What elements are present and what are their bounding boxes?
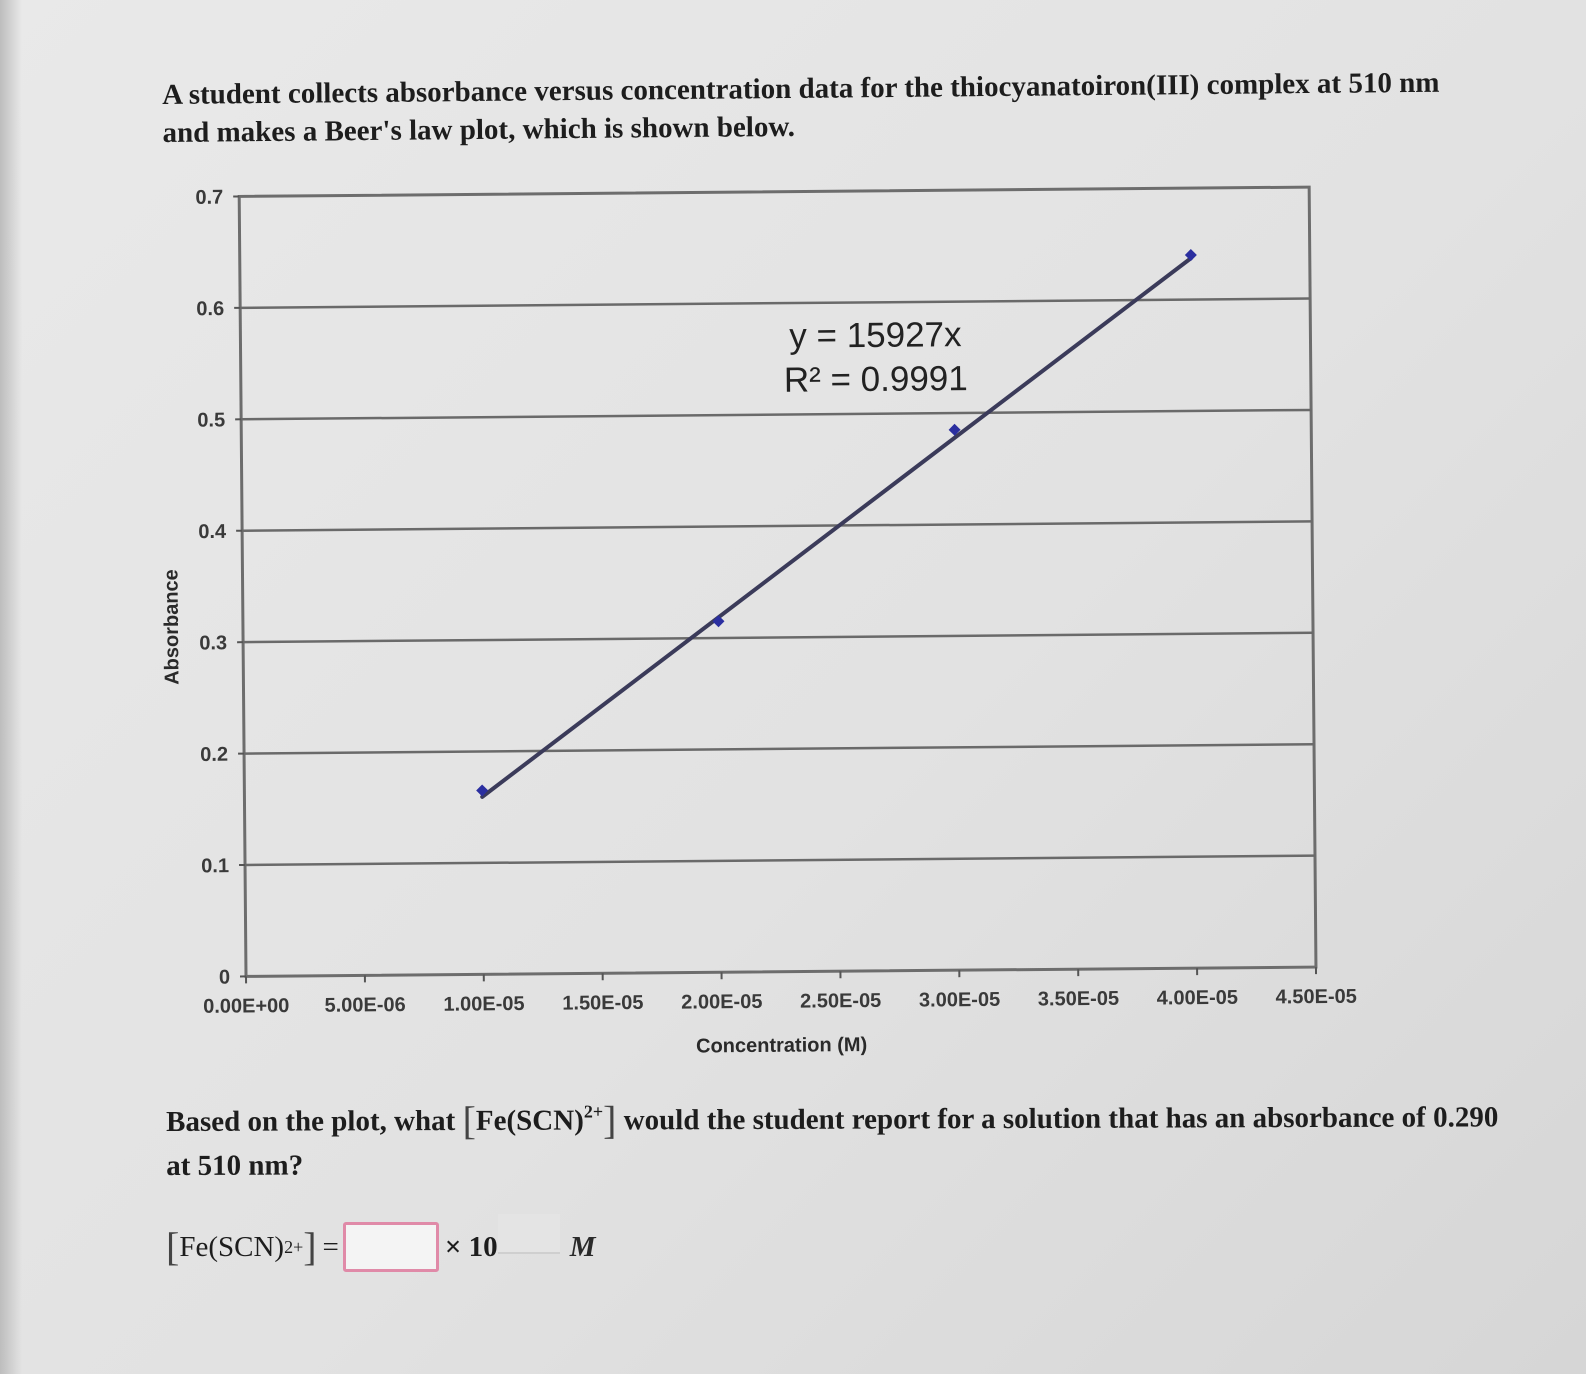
x-tick-label: 3.00E-05 [918,988,1001,1012]
x-tick-label: 4.00E-05 [1156,986,1239,1010]
answer-lhs: [ Fe(SCN) 2+ ] [166,1224,317,1269]
y-gridline [245,856,1315,865]
x-axis-title: Concentration (M) [695,1033,868,1058]
y-tick-label: 0.4 [198,520,227,544]
page-edge-shadow [0,0,22,1374]
x-tick-label: 2.00E-05 [681,990,763,1014]
y-gridline [244,744,1314,753]
open-bracket: [ [462,1097,476,1143]
molarity-unit: M [569,1230,596,1263]
exponent-answer-input[interactable] [498,1214,560,1254]
x-tick-label: 1.50E-05 [562,991,644,1015]
gridlines [240,299,1315,865]
equals-sign: = [322,1230,339,1263]
x-tick-label: 5.00E-06 [324,994,406,1017]
close-bracket: ] [603,1097,617,1143]
answer-species: Fe(SCN) [179,1230,285,1263]
y-tick-label: 0.2 [200,743,229,766]
beers-law-chart [146,174,1404,1085]
trendline-equation: y = 15927x [789,315,962,356]
x-tick-label: 4.50E-05 [1275,985,1357,1009]
y-gridline [240,299,1310,308]
trendline-r-squared: R² = 0.9991 [783,359,968,400]
y-tick-label: 0.7 [195,186,224,209]
y-tick-label: 0 [218,966,231,989]
answer-row [166,1212,595,1282]
x-tick-label: 0.00E+00 [203,995,290,1018]
y-tick-label: 0.1 [201,855,230,878]
species-formula: Fe(SCN) [475,1104,584,1137]
species-charge: 2+ [583,1101,604,1122]
x-tick-label: 3.50E-05 [1037,987,1120,1011]
x-tick-label: 2.50E-05 [800,989,882,1013]
y-tick-label: 0.5 [197,409,226,432]
times-ten-label: × 10 [444,1230,498,1263]
y-axis-ticks [195,186,246,988]
question-intro-text: A student collects absorbance versus concentration data for the thiocyanatoiron(III) complex at 510 nm and makes a Beer's law plot, which is shown below. [162,66,1440,149]
chart-svg [146,174,1404,1085]
coefficient-answer-input[interactable] [343,1222,439,1272]
y-tick-label: 0.3 [199,632,228,655]
y-tick-label: 0.6 [196,298,225,321]
y-gridline [243,633,1313,642]
prompt-tail-text: would the student report for a solution that has an absorbance of 0.290 at 510 nm? [166,1101,1499,1182]
prompt-lead-text: Based on the plot, what [166,1104,456,1138]
data-point-marker [712,615,724,627]
y-gridline [241,410,1311,419]
question-prompt [166,1095,1506,1188]
y-axis-title: Absorbance [160,569,184,685]
x-tick-label: 1.00E-05 [443,992,525,1016]
y-gridline [242,521,1312,530]
